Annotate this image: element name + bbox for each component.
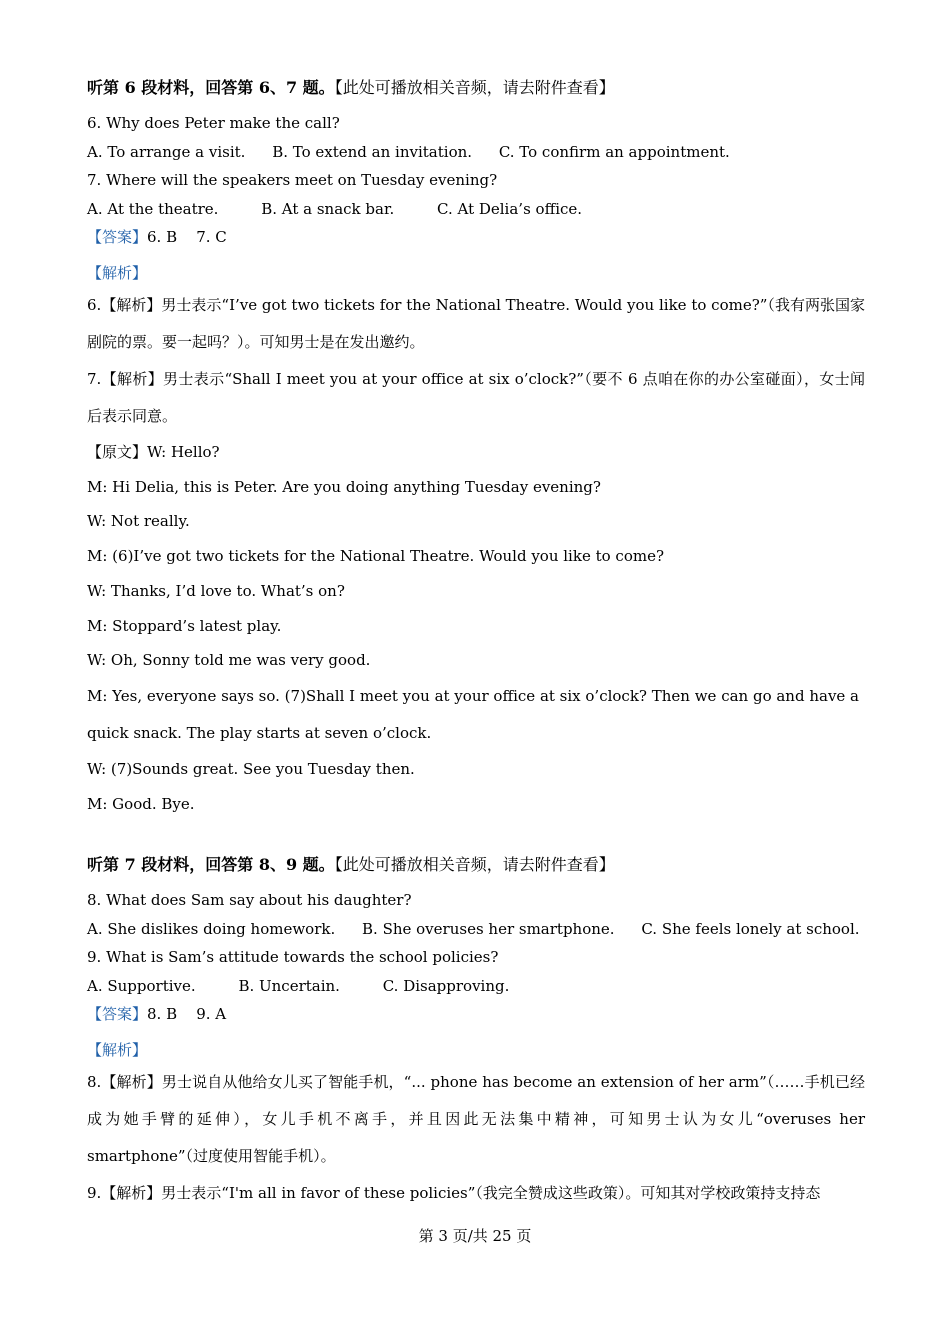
option-a: A. At the theatre.: [87, 199, 219, 218]
transcript-line: W: Not really.: [87, 512, 190, 531]
option-c: C. She feels lonely at school.: [641, 919, 860, 938]
question-7-options: [87, 195, 865, 224]
answer-line-6-7: [87, 223, 865, 252]
question-6-options: [87, 138, 865, 167]
answer-line-8-9: [87, 1000, 865, 1029]
option-a: A. To arrange a visit.: [87, 142, 246, 161]
transcript-line: [87, 435, 865, 470]
transcript-line: M: Stoppard’s latest play.: [87, 616, 282, 635]
option-b: B. To extend an invitation.: [272, 142, 473, 161]
section-6-title: 听第 6 段材料，回答第 6、7 题。: [87, 78, 335, 97]
answer-tag: 【答案】: [87, 228, 148, 246]
transcript-tag: 【原文】: [87, 443, 148, 461]
question-7: 7. Where will the speakers meet on Tuesday evening?: [87, 171, 498, 189]
analysis-6: 6.【解析】男士表示“I’ve got two tickets for the National Theatre. Would you like to come?”（我有两张国家剧院的票。要一起吗？）。可知男士是在发出邀约。: [87, 296, 865, 351]
question-8: 8. What does Sam say about his daughter?: [87, 891, 412, 910]
section-7-heading: [87, 851, 865, 879]
section-6-heading: [87, 74, 865, 102]
option-a: A. She dislikes doing homework.: [87, 919, 336, 938]
option-b: B. Uncertain.: [238, 976, 340, 995]
section-7-audio-note: 【此处可播放相关音频，请去附件查看】: [334, 855, 615, 875]
section-7-title: 听第 7 段材料，回答第 8、9 题。: [87, 855, 335, 875]
section-6-audio-note: 【此处可播放相关音频，请去附件查看】: [334, 78, 615, 97]
question-9: 9. What is Sam’s attitude towards the school policies?: [87, 948, 499, 967]
transcript-line: W: Oh, Sonny told me was very good.: [87, 651, 371, 670]
option-a: A. Supportive.: [87, 976, 196, 995]
transcript-line: M: Good. Bye.: [87, 794, 195, 813]
answer-text: 6. B 7. C: [147, 228, 227, 246]
transcript-line: M: Hi Delia, this is Peter. Are you doing anything Tuesday evening?: [87, 477, 601, 496]
transcript-line: W: Thanks, I’d love to. What’s on?: [87, 581, 345, 600]
analysis-8: 8.【解析】男士说自从他给女儿买了智能手机，“... phone has become an extension of her arm”（……手机已经成为她手臂的延伸），女儿手机不离手，并且因此无法集中精神，可知男士认为女儿“overuses her smartphone”（过度使用智能手机）。: [87, 1073, 865, 1166]
answer-tag: 【答案】: [87, 1005, 148, 1024]
analysis-7: 7.【解析】男士表示“Shall I meet you at your office at six o’clock?”（要不 6 点咱在你的办公室碰面），女士闻后表示同意。: [87, 370, 865, 425]
document-body: [87, 70, 865, 1212]
analysis-tag: 【解析】: [87, 1040, 148, 1059]
analysis-9: 9.【解析】男士表示“I'm all in favor of these policies”（我完全赞成这些政策）。可知其对学校政策持支持态: [87, 1184, 821, 1203]
option-c: C. Disapproving.: [382, 976, 510, 995]
question-8-options: [87, 915, 865, 944]
option-c: C. To confirm an appointment.: [498, 142, 730, 161]
analysis-tag: 【解析】: [87, 263, 148, 282]
option-b: B. She overuses her smartphone.: [362, 919, 615, 938]
transcript-line: M: (6)I’ve got two tickets for the National Theatre. Would you like to come?: [87, 547, 664, 566]
question-6: 6. Why does Peter make the call?: [87, 114, 340, 132]
transcript-line: M: Yes, everyone says so. (7)Shall I meet you at your office at six o’clock? Then we can go and have a quick snack. The play starts at seven o’clock.: [87, 686, 860, 742]
option-b: B. At a snack bar.: [261, 199, 395, 218]
answer-text: 8. B 9. A: [147, 1005, 227, 1024]
question-9-options: [87, 972, 865, 1001]
option-c: C. At Delia’s office.: [437, 199, 583, 218]
transcript-text: W: Hello?: [147, 443, 220, 461]
page-footer: 第 3 页/共 25 页: [418, 1227, 532, 1245]
transcript-line: W: (7)Sounds great. See you Tuesday then.: [87, 759, 415, 778]
